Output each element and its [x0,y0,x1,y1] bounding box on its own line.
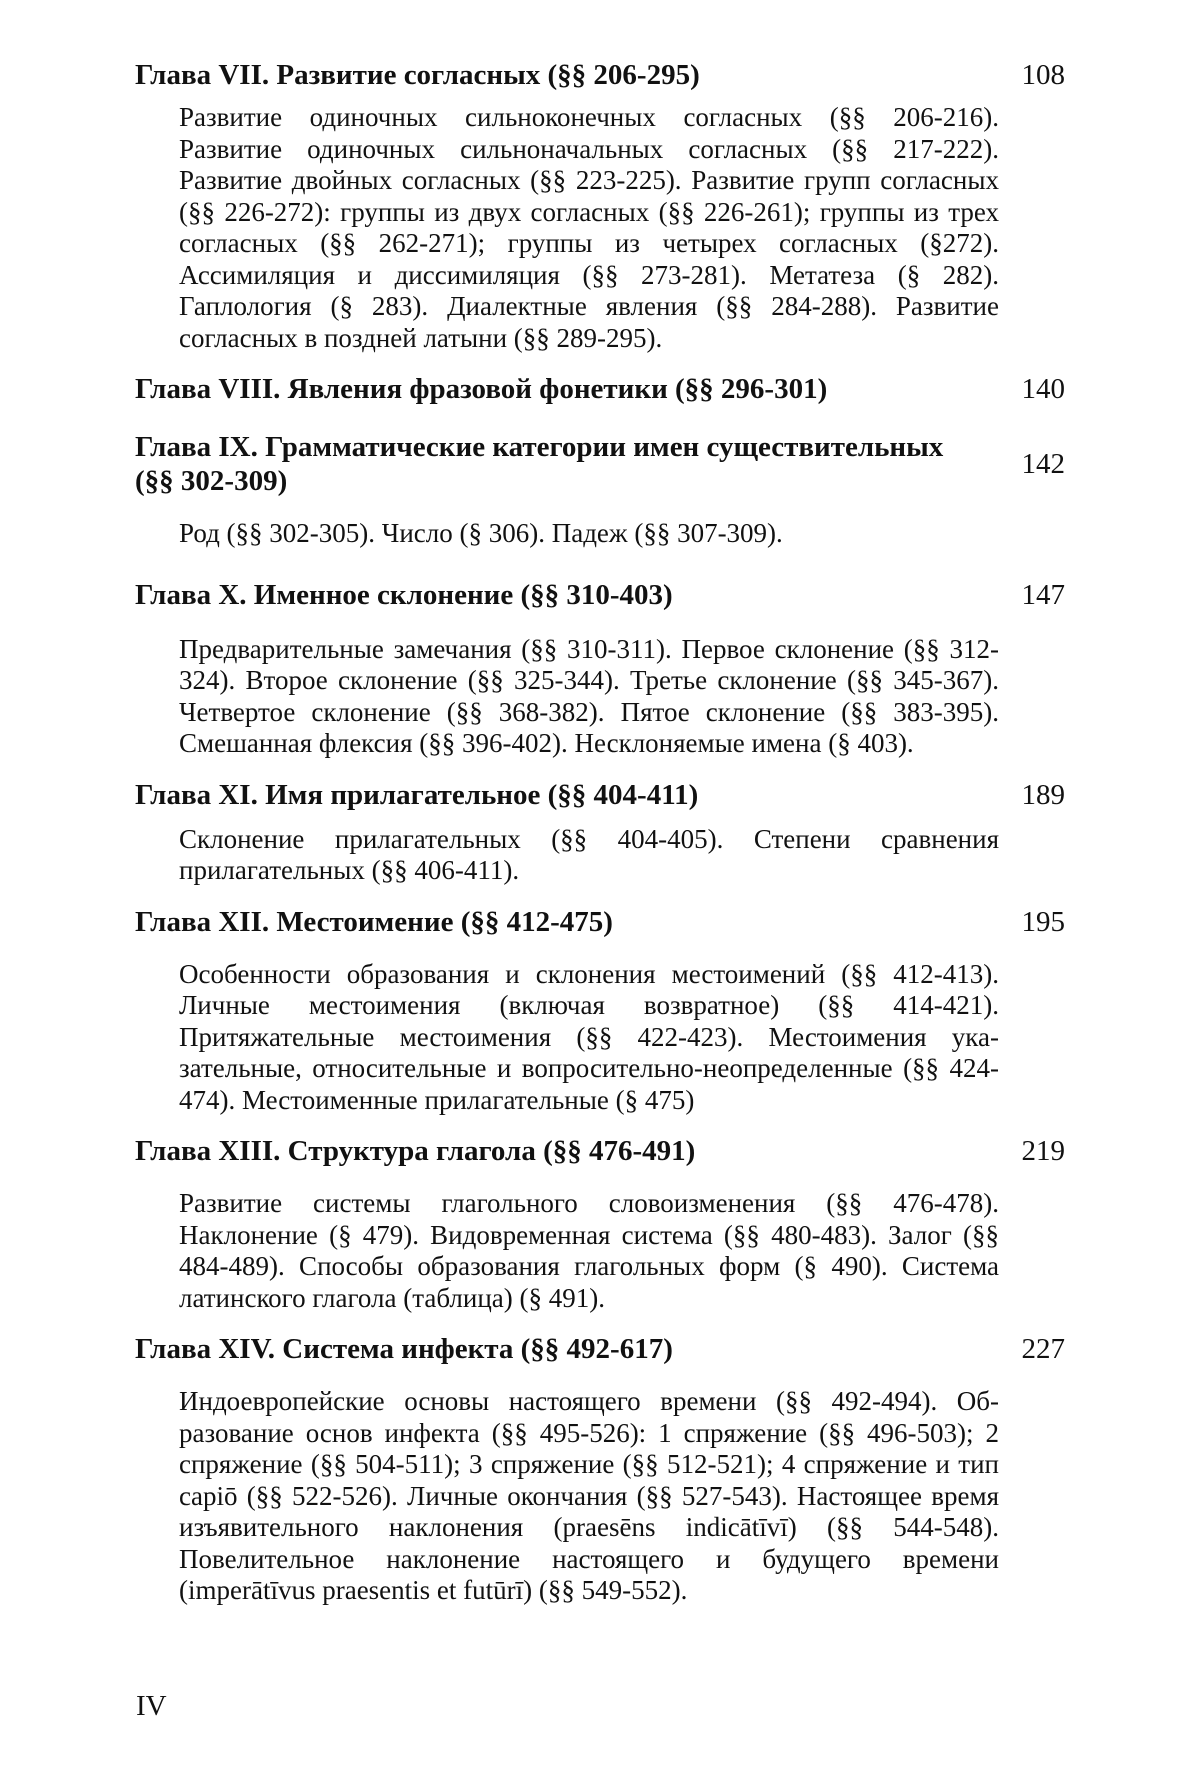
chapter-title: Глава X. Именное склонение (§§ 310-403) [135,578,673,611]
chapter-description: Склонение прилагательных (§§ 404-405). Степени сравнения прилагательных (§§ 406-411). [179,823,999,885]
toc-entry-heading [135,905,1065,939]
chapter-description: Развитие системы глагольного словоизменения (§§ 476-478). Наклонение (§ 479). Видовременная система (§§ 480-483). Залог (§§ 484-489). Способы образования глагольных форм (§ 490). Система латинского глагола (таблица) (§ 491). [179,1188,999,1313]
toc-entry-heading [135,1332,1065,1366]
table-of-contents [135,58,1065,1625]
page-number: 189 [1021,778,1065,811]
chapter-description: Предварительные замечания (§§ 310-311). Первое склонение (§§ 312-324). Второе склонение (§§ 325-344). Третье склонение (§§ 345-367). Четвертое склонение (§§ 368-382). Пятое склонение (§§ 383-395). Смешанная флексия (§§ 396-402). Несклоняемые имена (§ 403). [179,633,999,758]
page-number: 147 [1021,578,1065,611]
toc-entry-chapter-10 [135,578,1065,760]
chapter-description: Особенности образования и склонения местоимений (§§ 412-413). Личные местоимения (включая возвратное) (§§ 414-421). Притяжательные местоимения (§§ 422-423). Местоимения указательные, относительные и вопросительно-неопределенные (§§ 424-474). Местоименные прилагательные (§ 475) [179,958,999,1115]
folio-page-number: IV [136,1690,167,1722]
chapter-description: Развитие одиночных сильноконечных согласных (§§ 206-216). Развитие одиночных сильноначальных согласных (§§ 217-222). Развитие двойных согласных (§§ 223-225). Развитие групп согласных (§§ 226-272): группы из двух согласных (§§ 226-261); группы из трех согласных (§§ 262-271); группы из четырех согласных (§272). Ассимиляция и диссимиляция (§§ 273-281). Метатеза (§ 282). Гаплология (§ 283). Диалектные явления (§§ 284-288). Развитие согласных в поздней латыни (§§ 289-295). [179,102,999,353]
toc-entry-chapter-9 [135,430,1065,550]
toc-entry-heading [135,58,1065,92]
chapter-title: Глава XI. Имя прилагательное (§§ 404-411) [135,778,699,811]
chapter-description: Род (§§ 302-305). Число (§ 306). Падеж (§§ 307-309). [179,518,783,548]
page-number: 227 [1021,1333,1065,1365]
toc-entry-chapter-11 [135,778,1065,887]
toc-entry-chapter-12 [135,905,1065,1117]
chapter-title: Глава VIII. Явления фразовой фонетики (§§ 296-301) [135,373,828,405]
chapter-title: Глава XIII. Структура глагола (§§ 476-491) [135,1135,696,1167]
chapter-title: Глава VII. Развитие согласных (§§ 206-295) [135,59,700,91]
toc-entry-chapter-14 [135,1332,1065,1607]
toc-entry-heading [135,1134,1065,1168]
chapter-title: Глава XII. Местоимение (§§ 412-475) [135,905,613,938]
chapter-title: Глава XIV. Система инфекта (§§ 492-617) [135,1333,673,1365]
toc-entry-heading [135,430,1065,498]
toc-entry-heading [135,372,1065,406]
toc-entry-heading [135,578,1065,612]
toc-entry-heading [135,778,1065,812]
toc-entry-chapter-8 [135,372,1065,406]
chapter-description: Индоевропейские основы настоящего времени (§§ 492-494). Образование основ инфекта (§§ 495-526): 1 спряжение (§§ 496-503); 2 спряжение (§§ 504-511); 3 спряжение (§§ 512-521); 4 спряжение и тип capiō (§§ 522-526). Личные окончания (§§ 527-543). Настоящее время изъявительного наклонения (praesēns indicātīvī) (§§ 544-548). Повелительное наклонение настоящего и будущего времени (imperātīvus praesentis et futūrī) (§§ 549-552). [179,1386,999,1605]
page-number: 219 [1021,1135,1065,1167]
page-number: 140 [1021,373,1065,405]
toc-entry-chapter-13 [135,1134,1065,1314]
page-number: 142 [1021,448,1065,480]
page-number: 108 [1021,59,1065,91]
chapter-title: Глава IX. Грамматические категории имен существительных (§§ 302-309) [135,431,944,497]
page-number: 195 [1021,905,1065,938]
toc-entry-chapter-7 [135,58,1065,354]
